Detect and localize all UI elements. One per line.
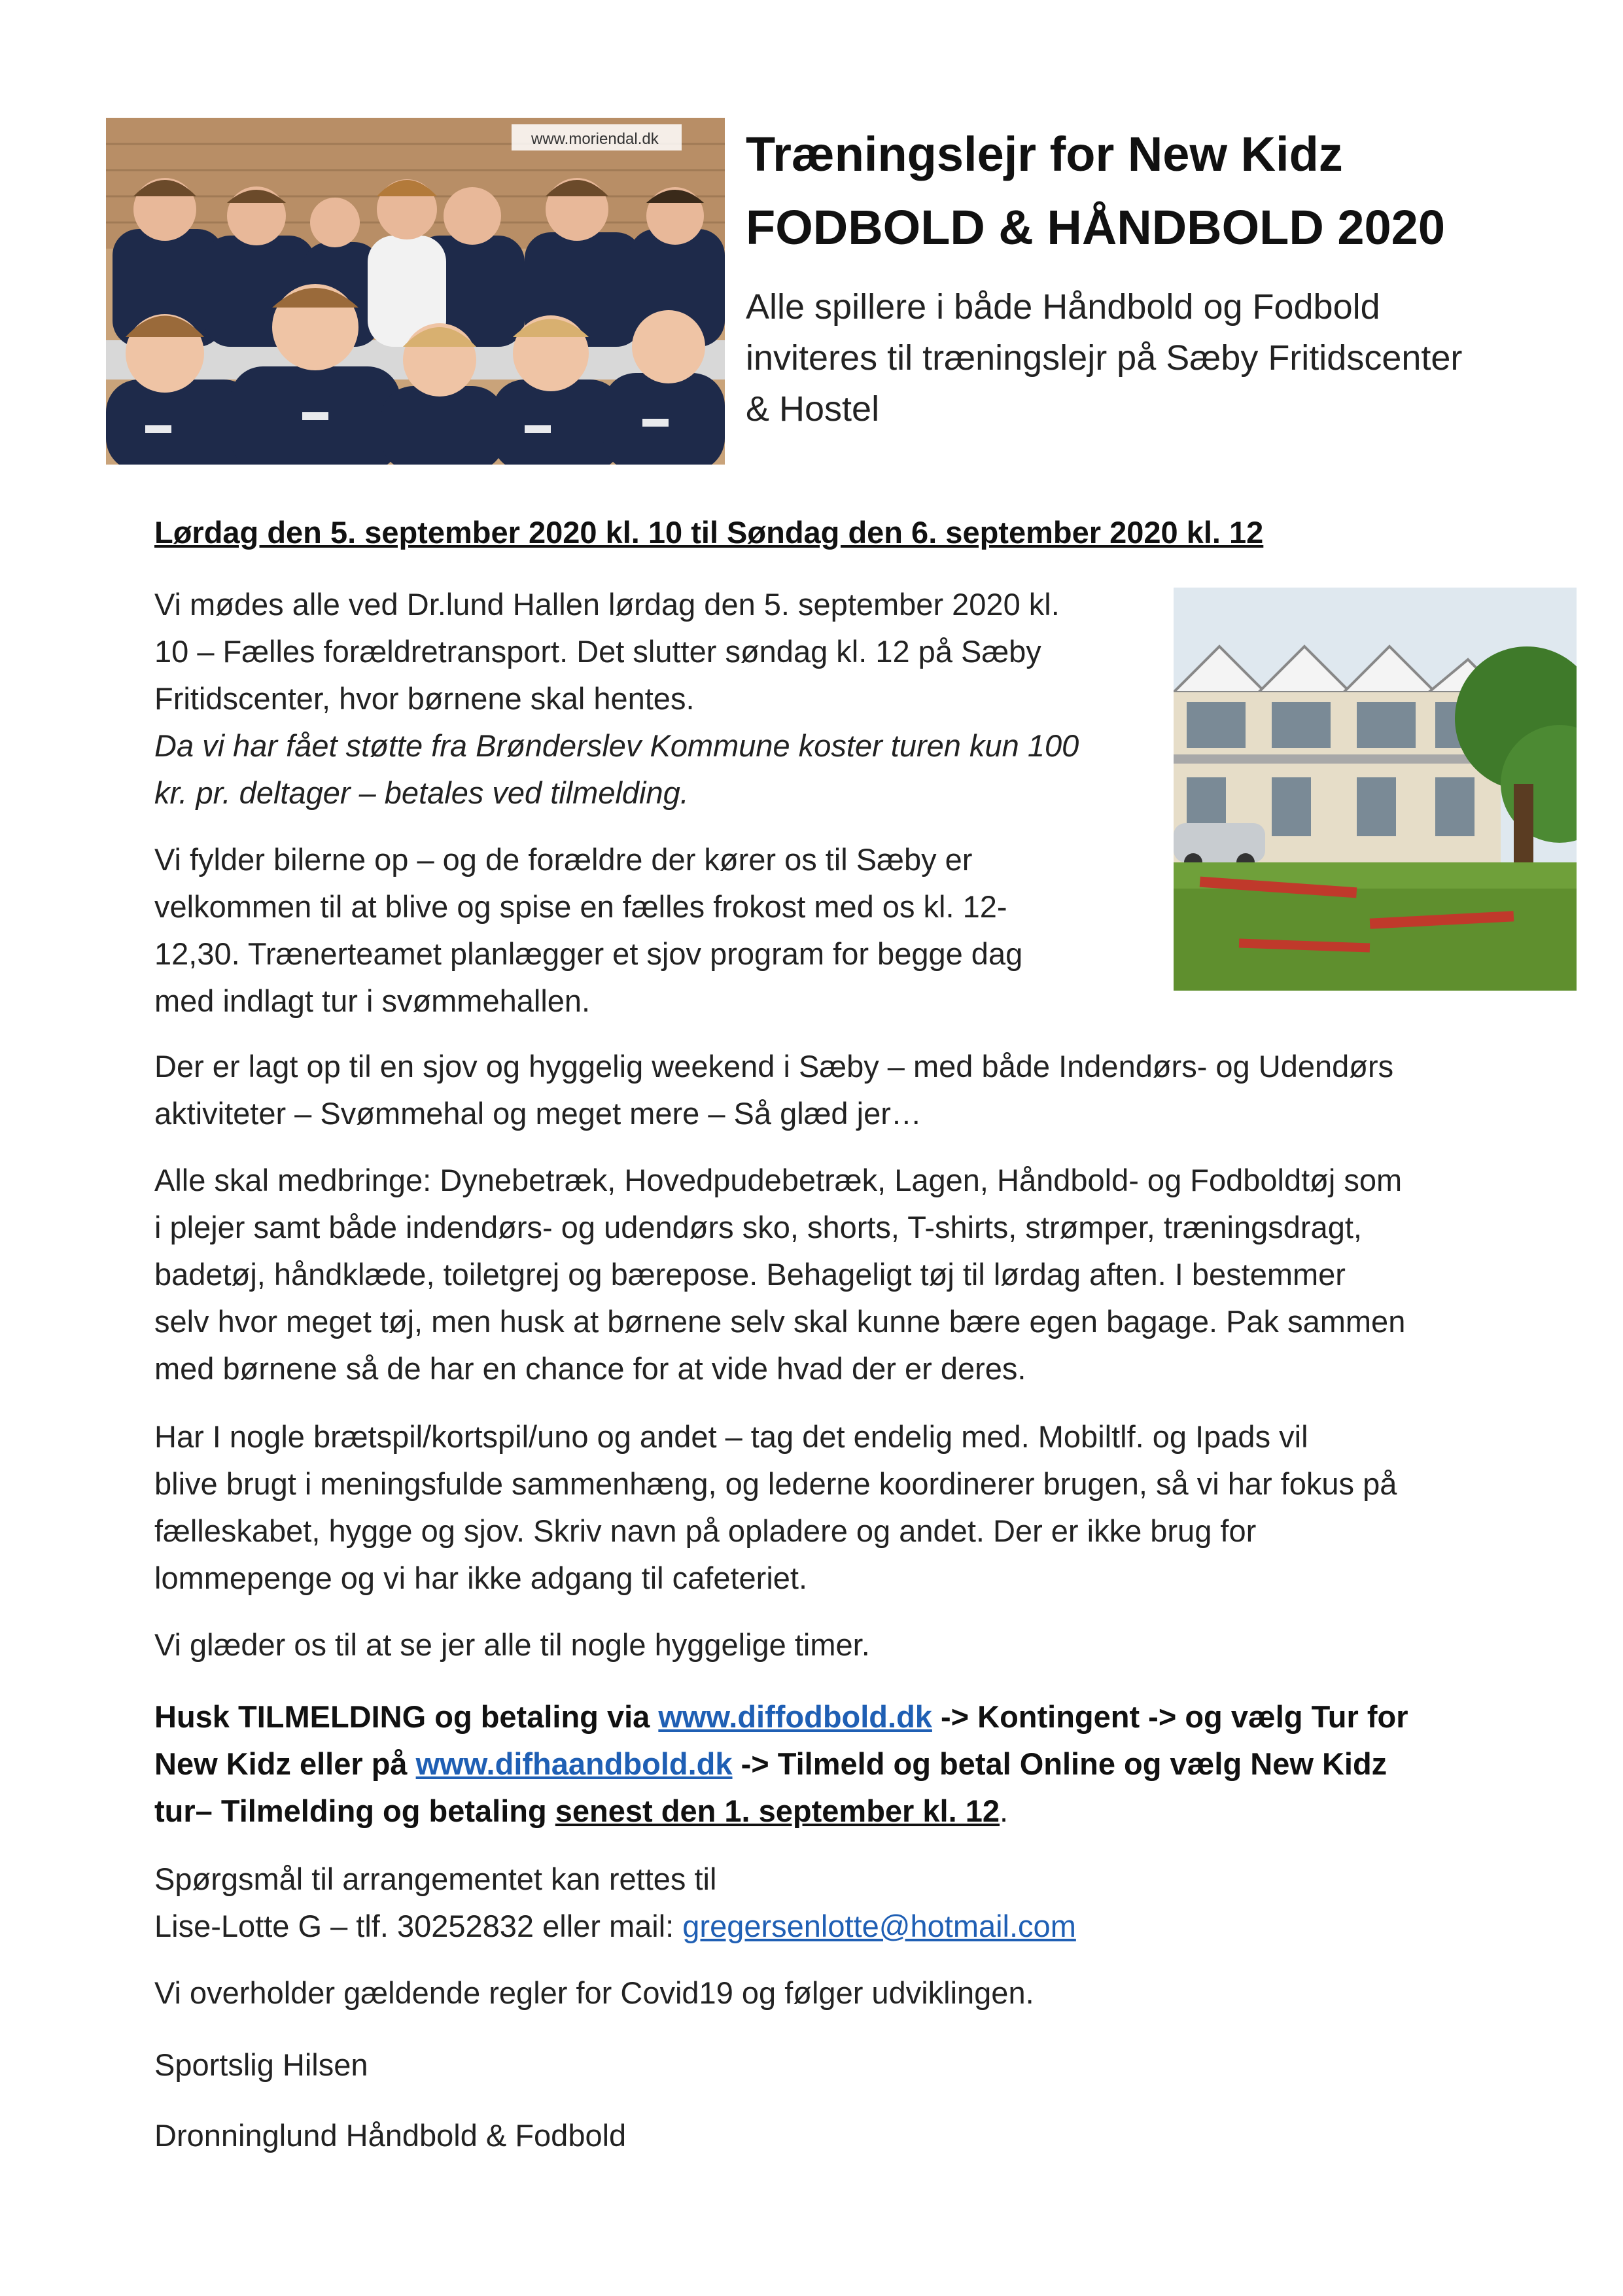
games-line: blive brugt i meningsfulde sammenhæng, og lederne koordinerer brugen, så vi har fokus på: [154, 1466, 1397, 1501]
support-note-line: Da vi har fået støtte fra Brønderslev Kommune koster turen kun 100: [154, 728, 1079, 763]
contact-line-1: Spørgsmål til arrangementet kan rettes til: [154, 1862, 717, 1896]
weekend-paragraph: [154, 1043, 1594, 1137]
signup-text: -> Kontingent -> og vælg Tur for: [932, 1699, 1408, 1734]
covid-note: Vi overholder gældende regler for Covid19 og følger udviklingen.: [154, 1975, 1034, 2010]
signup-text: Husk TILMELDING og betaling via: [154, 1699, 659, 1734]
packing-line: med børnene så de har en chance for at vide hvad der er deres.: [154, 1351, 1026, 1386]
packing-line: selv hvor meget tøj, men husk at børnene selv skal kunne bære egen bagage. Pak sammen: [154, 1304, 1406, 1339]
signup-line-3: [154, 1788, 1594, 1835]
games-paragraph: [154, 1413, 1594, 1602]
intro-paragraph: [154, 581, 1162, 817]
subtitle-line-1: Alle spillere i både Håndbold og Fodbold: [746, 287, 1380, 327]
page-subtitle: [746, 281, 1596, 434]
intro-line: Fritidscenter, hvor børnene skal hentes.: [154, 681, 695, 716]
building-photo: [1174, 588, 1577, 991]
signature: Dronninglund Håndbold & Fodbold: [154, 2118, 627, 2153]
signup-text: New Kidz eller på: [154, 1746, 416, 1781]
parents-paragraph: [154, 836, 1162, 1025]
building-photo-illustration: [1174, 588, 1577, 991]
signup-text: .: [1000, 1793, 1009, 1828]
event-date-line: Lørdag den 5. september 2020 kl. 10 til Søndag den 6. september 2020 kl. 12: [154, 515, 1264, 550]
contact-paragraph: [154, 1856, 1594, 1950]
signup-deadline: senest den 1. september kl. 12: [555, 1793, 1000, 1828]
weekend-line: aktiviteter – Svømmehal og meget mere – Så glæd jer…: [154, 1096, 922, 1131]
subtitle-line-3: & Hostel: [746, 389, 880, 429]
contact-email-link[interactable]: gregersenlotte@hotmail.com: [682, 1909, 1076, 1943]
games-line: lommepenge og vi har ikke adgang til cafeteriet.: [154, 1561, 808, 1595]
team-photo-illustration: [106, 118, 725, 465]
games-line: fælleskabet, hygge og sjov. Skriv navn på opladere og andet. Der er ikke brug for: [154, 1513, 1257, 1548]
subtitle-line-2: inviteres til træningslejr på Sæby Fritidscenter: [746, 338, 1463, 378]
parents-line: Vi fylder bilerne op – og de forældre der kører os til Sæby er: [154, 842, 973, 877]
diffodbold-link[interactable]: www.diffodbold.dk: [658, 1699, 932, 1734]
games-line: Har I nogle brætspil/kortspil/uno og andet – tag det endelig med. Mobiltlf. og Ipads vil: [154, 1419, 1308, 1454]
difhaandbold-link[interactable]: www.difhaandbold.dk: [415, 1746, 733, 1781]
page-title: [746, 118, 1596, 264]
contact-line-2: [154, 1903, 1594, 1950]
signup-paragraph: [154, 1693, 1594, 1835]
packing-line: Alle skal medbringe: Dynebetræk, Hovedpudebetræk, Lagen, Håndbold- og Fodboldtøj som: [154, 1163, 1403, 1197]
title-line-1: Træningslejr for New Kidz: [746, 127, 1343, 181]
intro-line: Vi mødes alle ved Dr.lund Hallen lørdag den 5. september 2020 kl.: [154, 587, 1060, 622]
photo-sign-text: www.moriendal.dk: [531, 130, 659, 148]
title-line-2: FODBOLD & HÅNDBOLD 2020: [746, 200, 1445, 255]
signup-line-2: [154, 1740, 1594, 1788]
signup-text: tur– Tilmelding og betaling: [154, 1793, 555, 1828]
looking-forward-text: Vi glæder os til at se jer alle til nogle hyggelige timer.: [154, 1627, 870, 1662]
signup-text: -> Tilmeld og betal Online og vælg New Kidz: [732, 1746, 1387, 1781]
parents-line: 12,30. Trænerteamet planlægger et sjov program for begge dag: [154, 936, 1023, 971]
parents-line: med indlagt tur i svømmehallen.: [154, 983, 591, 1018]
packing-paragraph: [154, 1157, 1594, 1392]
packing-line: badetøj, håndklæde, toiletgrej og bærepose. Behageligt tøj til lørdag aften. I bestemmer: [154, 1257, 1346, 1292]
greeting: Sportslig Hilsen: [154, 2047, 368, 2082]
contact-text: Lise-Lotte G – tlf. 30252832 eller mail:: [154, 1909, 683, 1943]
packing-line: i plejer samt både indendørs- og udendørs sko, shorts, T-shirts, strømper, træningsdragt,: [154, 1210, 1362, 1245]
signup-line-1: [154, 1693, 1594, 1740]
team-photo: [106, 118, 725, 465]
intro-line: 10 – Fælles forældretransport. Det slutter søndag kl. 12 på Sæby: [154, 634, 1041, 669]
support-note-line: kr. pr. deltager – betales ved tilmelding.: [154, 775, 689, 810]
weekend-line: Der er lagt op til en sjov og hyggelig weekend i Sæby – med både Indendørs- og Udendørs: [154, 1049, 1394, 1084]
parents-line: velkommen til at blive og spise en fælles frokost med os kl. 12-: [154, 889, 1007, 924]
